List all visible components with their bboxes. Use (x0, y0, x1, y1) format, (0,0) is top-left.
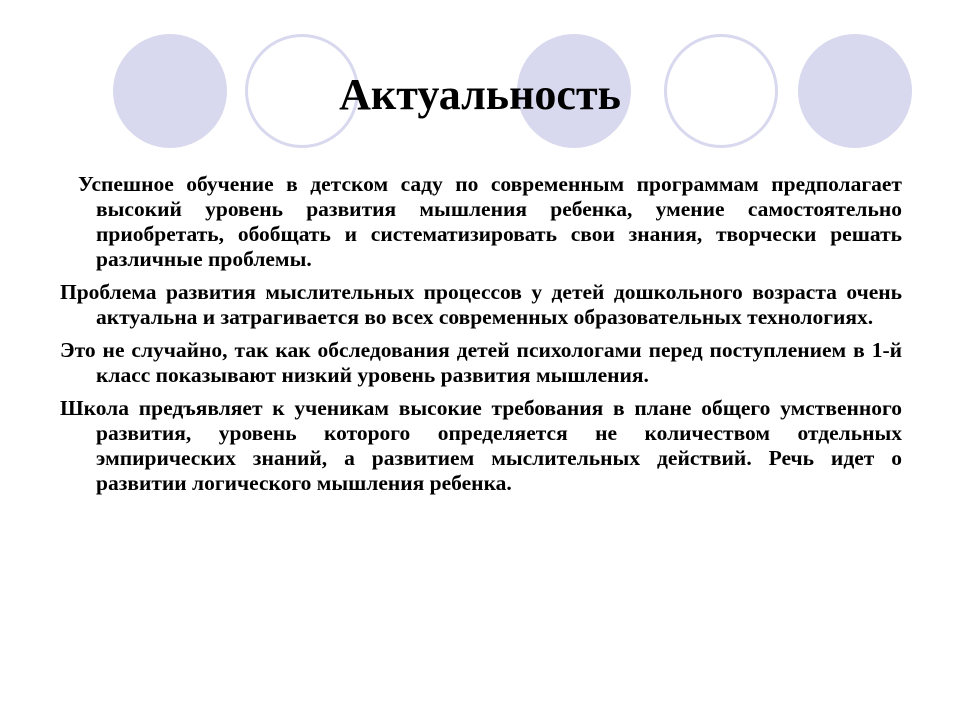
slide-body (60, 172, 902, 504)
body-paragraph: Успешное обучение в детском саду по современным программам предполагает высокий уровень развития мышления ребенка, умение самостоятельно приобретать, обобщать и систематизировать свои знания, творчески решать различные проблемы. (78, 172, 902, 271)
body-paragraph: Проблема развития мыслительных процессов у детей дошкольного возраста очень актуальна и затрагивается во всех современных образовательных технологиях. (60, 280, 902, 329)
body-paragraph: Это не случайно, так как обследования детей психологами перед поступлением в 1-й класс показывают низкий уровень развития мышления. (60, 338, 902, 387)
body-paragraph: Школа предъявляет к ученикам высокие требования в плане общего умственного развития, уровень которого определяется не количеством отдельных эмпирических знаний, а развитием мыслительных действий. Речь идет о развитии логического мышления ребенка. (60, 396, 902, 495)
slide-title: Актуальность (339, 70, 621, 119)
